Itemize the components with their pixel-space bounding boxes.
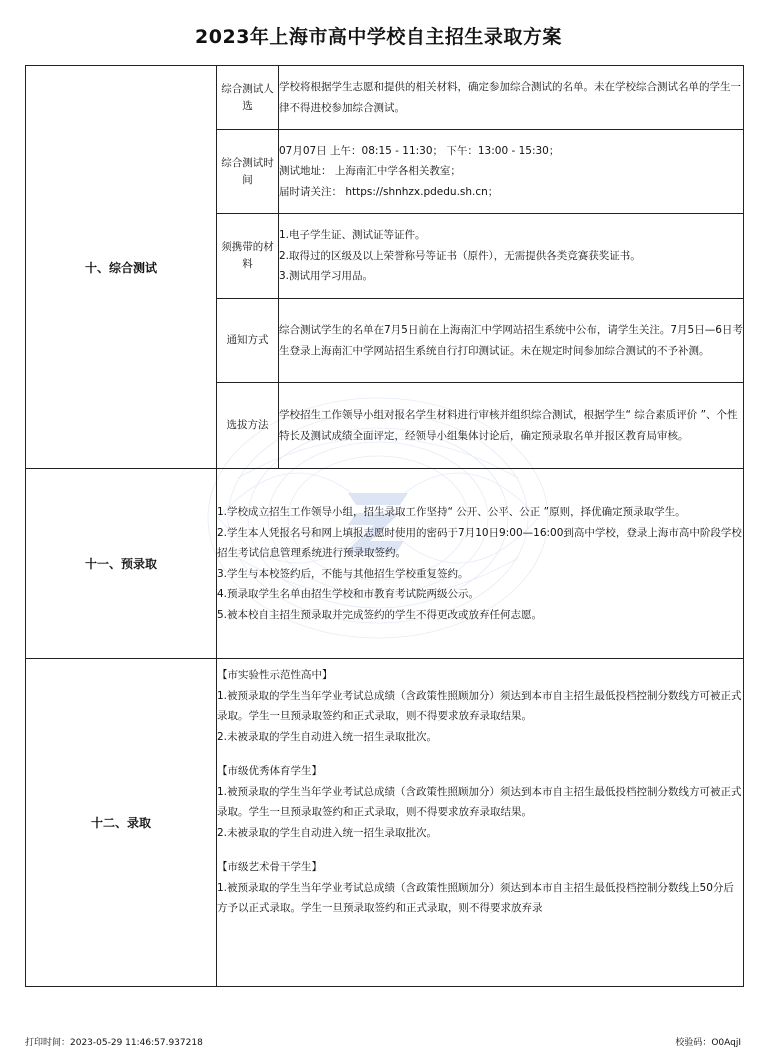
section-10-title: 十、综合测试: [26, 66, 217, 469]
text-line: 学校招生工作领导小组对报名学生材料进行审核并组织综合测试，根据学生“ 综合素质评价 ”、个性特长及测试成绩全面评定，经领导小组集体讨论后，确定预录取名单并报区教育局审核。: [279, 409, 738, 442]
row-label: 须携带的材料: [217, 214, 279, 299]
row-content: [279, 299, 744, 383]
text-line: 4.预录取学生名单由招生学校和市教育考试院两级公示。: [217, 588, 480, 600]
section-12-title: 十二、录取: [26, 659, 217, 987]
text-line: 1.学校成立招生工作领导小组，招生录取工作坚持“ 公开、公平、公正 ”原则，择优确定预录取学生。: [217, 506, 686, 518]
text-line: 2.学生本人凭报名号和网上填报志愿时使用的密码于7月10日9:00—16:00到高中学校，登录上海市高中阶段学校招生考试信息管理系统进行预录取签约。: [217, 526, 742, 559]
group-heading: 【市级艺术骨干学生】: [217, 861, 322, 873]
check-code: 校验码：O0AqjI: [675, 1038, 741, 1048]
group-heading: 【市实验性示范性高中】: [217, 669, 333, 681]
row-content: [279, 130, 744, 214]
text-line: 综合测试学生的名单在7月5日前在上海南汇中学网站招生系统中公布，请学生关注。7月5日—6日考生登录上海南汇中学网站招生系统自行打印测试证。未在规定时间参加综合测试的不予补测。: [279, 324, 743, 357]
admission-plan-table: [25, 65, 744, 987]
row-content: [279, 383, 744, 469]
text-line: 3.学生与本校签约后，不能与其他招生学校重复签约。: [217, 567, 469, 580]
text-line: 2.取得过的区级及以上荣誉称号等证书（原件），无需提供各类竞赛获奖证书。: [279, 249, 641, 262]
text-line: 07月07日 上午：08:15 - 11:30； 下午：13:00 - 15:30；: [279, 144, 560, 157]
text-line: 测试地址： 上海南汇中学各相关教室；: [279, 165, 461, 178]
section-11-title: 十一、预录取: [26, 469, 217, 659]
text-line: 3.测试用学习用品。: [279, 270, 374, 283]
row-label: 综合测试时间: [217, 130, 279, 214]
section-11-content: [217, 469, 744, 659]
text-line: 5.被本校自主招生预录取并完成签约的学生不得更改或放弃任何志愿。: [217, 608, 543, 621]
text-line: 2.未被录取的学生自动进入统一招生录取批次。: [217, 730, 438, 743]
text-line: 2.未被录取的学生自动进入统一招生录取批次。: [217, 826, 438, 839]
text-line: 1.电子学生证、测试证等证件。: [279, 229, 426, 242]
text-line: 1.被预录取的学生当年学业考试总成绩（含政策性照顾加分）须达到本市自主招生最低投档控制分数线方可被正式录取。学生一旦预录取签约和正式录取，则不得要求放弃录取结果。: [217, 785, 742, 818]
text-line: 1.被预录取的学生当年学业考试总成绩（含政策性照顾加分）须达到本市自主招生最低投档控制分数线上50分后方予以正式录取。学生一旦预录取签约和正式录取，则不得要求放弃录: [217, 881, 734, 914]
text-line: 届时请关注： https://shnhzx.pdedu.sh.cn；: [279, 185, 499, 198]
row-label: 通知方式: [217, 299, 279, 383]
row-content: [279, 66, 744, 130]
page-title: 2023年上海市高中学校自主招生录取方案: [195, 26, 562, 48]
row-content: [279, 214, 744, 299]
row-label: 综合测试人选: [217, 66, 279, 130]
text-line: 1.被预录取的学生当年学业考试总成绩（含政策性照顾加分）须达到本市自主招生最低投档控制分数线方可被正式录取。学生一旦预录取签约和正式录取，则不得要求放弃录取结果。: [217, 689, 742, 722]
row-label: 选拔方法: [217, 383, 279, 469]
print-time: 打印时间：2023-05-29 11:46:57.937218: [25, 1038, 203, 1048]
section-12-content: [217, 659, 744, 987]
text-line: 学校将根据学生志愿和提供的相关材料，确定参加综合测试的名单。未在学校综合测试名单的学生一律不得进校参加综合测试。: [279, 81, 741, 114]
group-heading: 【市级优秀体育学生】: [217, 765, 322, 777]
